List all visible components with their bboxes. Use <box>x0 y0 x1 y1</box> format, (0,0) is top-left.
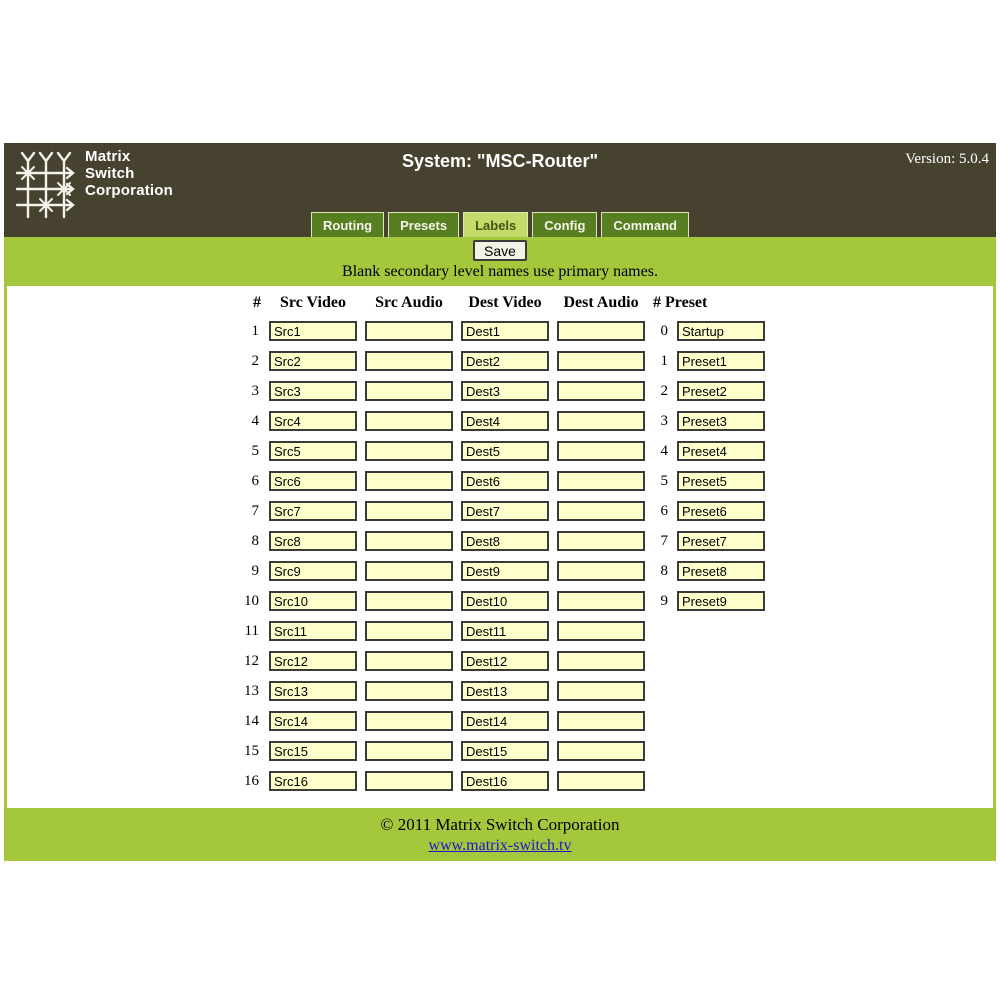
table-row <box>235 351 765 371</box>
dest-video-input[interactable] <box>461 441 549 461</box>
src-audio-input[interactable] <box>365 621 453 641</box>
preset-input[interactable] <box>677 321 765 341</box>
table-row <box>235 651 765 671</box>
src-video-input[interactable] <box>269 321 357 341</box>
dest-audio-input[interactable] <box>557 351 645 371</box>
row-number: 9 <box>251 562 259 579</box>
dest-video-input[interactable] <box>461 501 549 521</box>
footer <box>4 808 996 861</box>
src-audio-input[interactable] <box>365 771 453 791</box>
src-video-input[interactable] <box>269 771 357 791</box>
dest-audio-input[interactable] <box>557 441 645 461</box>
row-number: 16 <box>244 772 259 789</box>
label-rows <box>7 321 993 791</box>
preset-input[interactable] <box>677 381 765 401</box>
src-audio-input[interactable] <box>365 651 453 671</box>
dest-audio-input[interactable] <box>557 771 645 791</box>
dest-video-input[interactable] <box>461 651 549 671</box>
copyright-text: © 2011 Matrix Switch Corporation <box>380 815 620 834</box>
table-row <box>235 501 765 521</box>
preset-input[interactable] <box>677 591 765 611</box>
row-number: 14 <box>244 712 259 729</box>
action-bar <box>4 237 996 286</box>
dest-audio-input[interactable] <box>557 591 645 611</box>
table-header-row <box>235 294 765 312</box>
src-video-input[interactable] <box>269 681 357 701</box>
dest-audio-input[interactable] <box>557 741 645 761</box>
preset-input[interactable] <box>677 561 765 581</box>
table-row <box>235 411 765 431</box>
row-number: 4 <box>251 412 259 429</box>
dest-audio-input[interactable] <box>557 411 645 431</box>
table-row <box>235 711 765 731</box>
dest-video-input[interactable] <box>461 711 549 731</box>
preset-input[interactable] <box>677 531 765 551</box>
dest-audio-input[interactable] <box>557 651 645 671</box>
dest-video-input[interactable] <box>461 531 549 551</box>
preset-input[interactable] <box>677 351 765 371</box>
preset-number: 5 <box>660 472 668 489</box>
preset-number: 7 <box>660 532 668 549</box>
tab-presets[interactable]: Presets <box>388 212 459 237</box>
logo-line: Matrix <box>85 148 131 165</box>
dest-audio-input[interactable] <box>557 681 645 701</box>
table-row <box>235 621 765 641</box>
dest-audio-input[interactable] <box>557 501 645 521</box>
dest-video-input[interactable] <box>461 621 549 641</box>
table-row <box>235 771 765 791</box>
table-row <box>235 681 765 701</box>
table-row <box>235 441 765 461</box>
src-video-input[interactable] <box>269 591 357 611</box>
col-header-num: # <box>253 294 261 311</box>
dest-video-input[interactable] <box>461 411 549 431</box>
row-number: 12 <box>244 652 259 669</box>
version-label: Version: 5.0.4 <box>905 151 989 167</box>
table-row <box>235 471 765 491</box>
website-link[interactable]: www.matrix-switch.tv <box>428 837 572 854</box>
dest-video-input[interactable] <box>461 681 549 701</box>
row-number: 10 <box>244 592 259 609</box>
masthead <box>4 143 996 237</box>
src-audio-input[interactable] <box>365 531 453 551</box>
preset-number: 0 <box>660 322 668 339</box>
table-row <box>235 561 765 581</box>
dest-video-input[interactable] <box>461 321 549 341</box>
src-video-input[interactable] <box>269 441 357 461</box>
page-title: System: "MSC-Router" <box>401 151 599 171</box>
src-video-input[interactable] <box>269 741 357 761</box>
dest-video-input[interactable] <box>461 351 549 371</box>
preset-number: 2 <box>660 382 668 399</box>
table-row <box>235 531 765 551</box>
tab-labels[interactable]: Labels <box>463 212 528 237</box>
src-video-input[interactable] <box>269 561 357 581</box>
src-audio-input[interactable] <box>365 381 453 401</box>
dest-audio-input[interactable] <box>557 621 645 641</box>
preset-input[interactable] <box>677 411 765 431</box>
src-audio-input[interactable] <box>365 711 453 731</box>
preset-input[interactable] <box>677 441 765 461</box>
site-wrapper <box>4 143 996 861</box>
src-video-input[interactable] <box>269 351 357 371</box>
preset-number: 9 <box>660 592 668 609</box>
tab-routing[interactable]: Routing <box>311 212 384 237</box>
src-audio-input[interactable] <box>365 501 453 521</box>
table-row <box>235 321 765 341</box>
src-audio-input[interactable] <box>365 561 453 581</box>
dest-audio-input[interactable] <box>557 381 645 401</box>
row-number: 7 <box>251 502 259 519</box>
src-video-input[interactable] <box>269 501 357 521</box>
dest-video-input[interactable] <box>461 591 549 611</box>
col-header-preset: # Preset <box>653 294 708 311</box>
src-audio-input[interactable] <box>365 411 453 431</box>
col-header-src-audio: Src Audio <box>375 294 443 311</box>
tab-config[interactable]: Config <box>532 212 597 237</box>
dest-video-input[interactable] <box>461 381 549 401</box>
preset-number: 4 <box>660 442 668 459</box>
row-number: 2 <box>251 352 259 369</box>
src-video-input[interactable] <box>269 531 357 551</box>
row-number: 5 <box>251 442 259 459</box>
src-audio-input[interactable] <box>365 471 453 491</box>
dest-video-input[interactable] <box>461 471 549 491</box>
preset-number: 6 <box>660 502 668 519</box>
dest-audio-input[interactable] <box>557 471 645 491</box>
row-number: 13 <box>244 682 259 699</box>
save-button[interactable]: Save <box>473 240 527 261</box>
src-video-input[interactable] <box>269 711 357 731</box>
preset-number: 8 <box>660 562 668 579</box>
table-row <box>235 741 765 761</box>
col-header-dest-audio: Dest Audio <box>563 294 639 311</box>
dest-audio-input[interactable] <box>557 711 645 731</box>
row-number: 1 <box>251 322 259 339</box>
col-header-dest-video: Dest Video <box>468 294 542 311</box>
src-video-input[interactable] <box>269 471 357 491</box>
labels-panel <box>7 286 993 808</box>
src-video-input[interactable] <box>269 381 357 401</box>
src-video-input[interactable] <box>269 621 357 641</box>
src-audio-input[interactable] <box>365 441 453 461</box>
dest-video-input[interactable] <box>461 771 549 791</box>
src-video-input[interactable] <box>269 411 357 431</box>
row-number: 3 <box>251 382 259 399</box>
src-audio-input[interactable] <box>365 351 453 371</box>
table-row <box>235 381 765 401</box>
src-video-input[interactable] <box>269 651 357 671</box>
src-audio-input[interactable] <box>365 741 453 761</box>
dest-video-input[interactable] <box>461 561 549 581</box>
row-number: 6 <box>251 472 259 489</box>
row-number: 8 <box>251 532 259 549</box>
src-audio-input[interactable] <box>365 321 453 341</box>
preset-number: 1 <box>660 352 668 369</box>
dest-audio-input[interactable] <box>557 561 645 581</box>
table-row <box>235 591 765 611</box>
preset-input[interactable] <box>677 501 765 521</box>
row-number: 11 <box>244 622 259 639</box>
tab-command[interactable]: Command <box>601 212 689 237</box>
src-audio-input[interactable] <box>365 681 453 701</box>
preset-number: 3 <box>660 412 668 429</box>
preset-input[interactable] <box>677 471 765 491</box>
col-header-src-video: Src Video <box>280 294 346 311</box>
tab-bar <box>4 212 996 237</box>
dest-video-input[interactable] <box>461 741 549 761</box>
src-audio-input[interactable] <box>365 591 453 611</box>
dest-audio-input[interactable] <box>557 321 645 341</box>
logo-line: Switch <box>85 165 135 182</box>
dest-audio-input[interactable] <box>557 531 645 551</box>
note-text: Blank secondary level names use primary names. <box>342 263 658 280</box>
logo-line: Corporation <box>85 182 174 199</box>
row-number: 15 <box>244 742 259 759</box>
